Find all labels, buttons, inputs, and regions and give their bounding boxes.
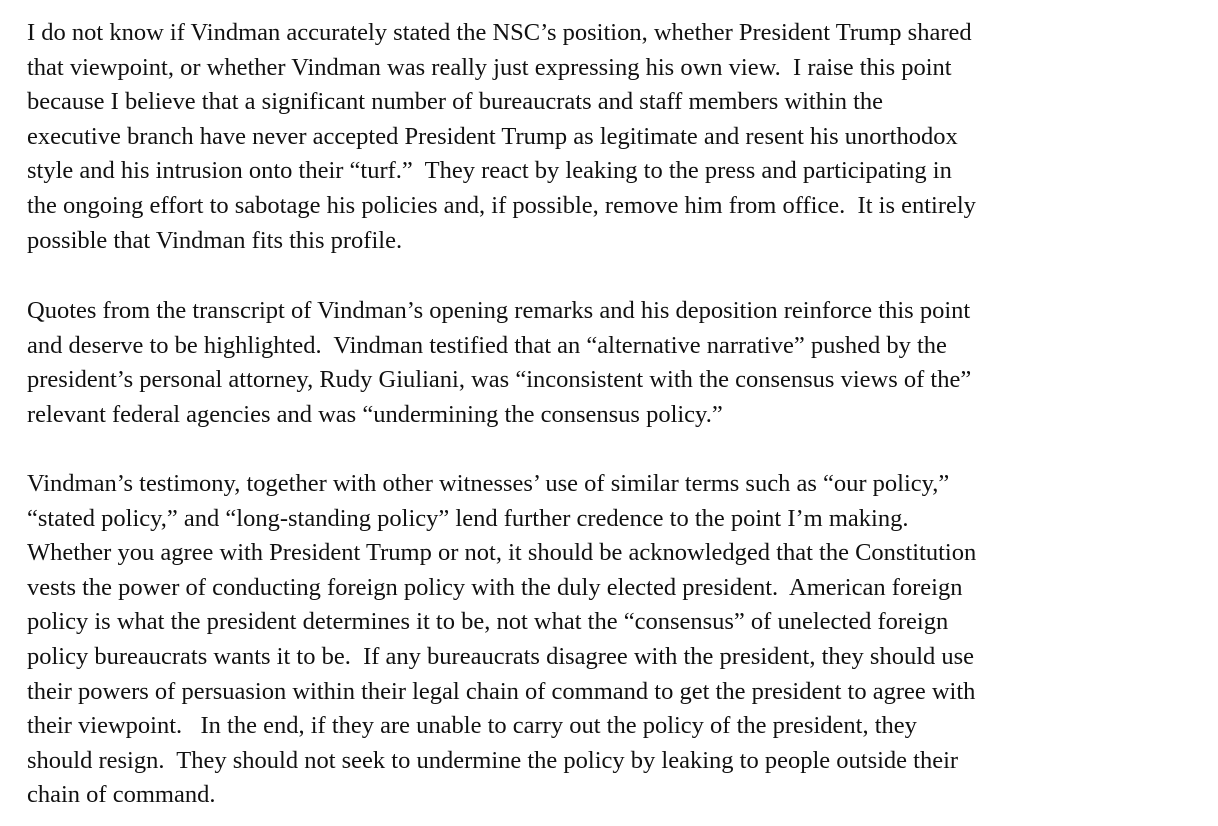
paragraph-1 — [27, 16, 976, 258]
text-line: relevant federal agencies and was “undermining the consensus policy.” — [27, 400, 723, 428]
text-line: executive branch have never accepted President Trump as legitimate and resent his unorthodox — [27, 122, 958, 150]
text-line: style and his intrusion onto their “turf.” They react by leaking to the press and participating in — [27, 157, 952, 185]
text-line: their powers of persuasion within their legal chain of command to get the president to agree with — [27, 677, 976, 705]
paragraph-3 — [27, 467, 976, 813]
text-line: president’s personal attorney, Rudy Giuliani, was “inconsistent with the consensus views of the” — [27, 366, 972, 394]
text-line: policy bureaucrats wants it to be. If any bureaucrats disagree with the president, they should use — [27, 642, 975, 670]
text-line: I do not know if Vindman accurately stated the NSC’s position, whether President Trump shared — [27, 19, 972, 46]
text-line: their viewpoint. In the end, if they are unable to carry out the policy of the president, they — [27, 712, 917, 740]
text-line: should resign. They should not seek to undermine the policy by leaking to people outside their — [27, 746, 959, 774]
text-line: vests the power of conducting foreign policy with the duly elected president. American foreign — [27, 573, 963, 601]
text-line: chain of command. — [27, 781, 216, 809]
text-line: Vindman’s testimony, together with other witnesses’ use of similar terms such as “our policy,” — [27, 470, 950, 497]
text-line: because I believe that a significant number of bureaucrats and staff members within the — [27, 88, 884, 116]
text-line: “stated policy,” and “long-standing policy” lend further credence to the point I’m making. — [27, 504, 909, 532]
text-line: Quotes from the transcript of Vindman’s opening remarks and his deposition reinforce this point — [27, 297, 971, 324]
text-line: the ongoing effort to sabotage his policies and, if possible, remove him from office. It is entirely — [27, 191, 976, 219]
text-line: and deserve to be highlighted. Vindman testified that an “alternative narrative” pushed by the — [27, 331, 947, 359]
text-line: Whether you agree with President Trump or not, it should be acknowledged that the Constitution — [27, 539, 977, 567]
paragraph-2 — [27, 294, 971, 432]
text-line: policy is what the president determines it to be, not what the “consensus” of unelected foreign — [27, 608, 949, 636]
text-line: that viewpoint, or whether Vindman was really just expressing his own view. I raise this point — [27, 53, 952, 81]
text-line: possible that Vindman fits this profile. — [27, 226, 403, 254]
